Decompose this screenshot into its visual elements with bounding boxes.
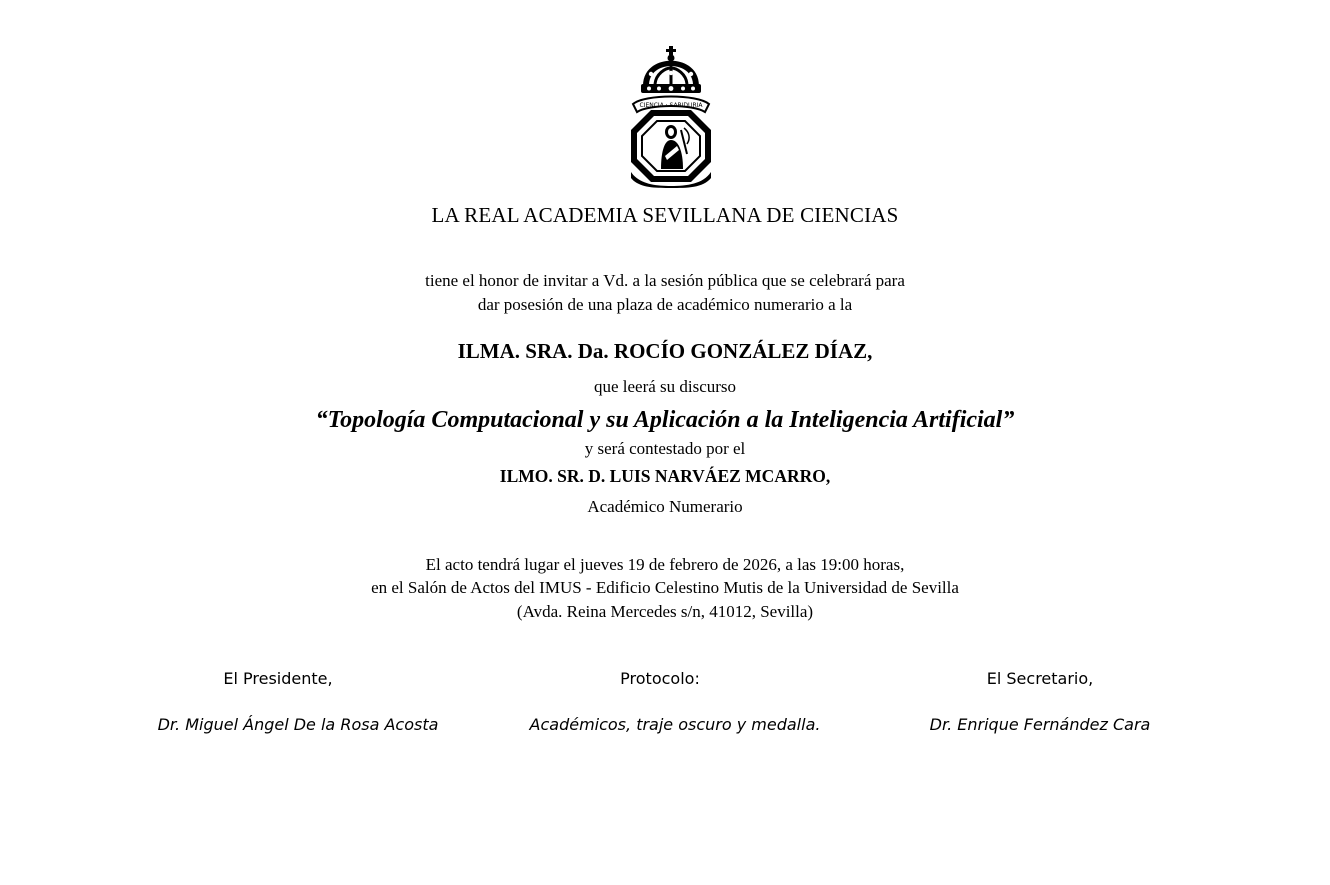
secretary-role: El Secretario,	[986, 669, 1094, 688]
honoree-name: ILMA. SRA. Da. ROCÍO GONZÁLEZ DÍAZ,	[457, 339, 873, 363]
venue-line-2: en el Salón de Actos del IMUS - Edificio Celestino Mutis de la Universidad de Sevilla	[371, 578, 959, 597]
respondent-role: Académico Numerario	[587, 497, 743, 516]
svg-text:CIENCIA · SABIDURIA: CIENCIA · SABIDURIA	[639, 102, 703, 109]
intro-line-2: dar posesión de una plaza de académico numerario a la	[477, 295, 853, 314]
president-role: El Presidente,	[223, 669, 333, 688]
response-intro: y será contestado por el	[584, 439, 746, 458]
secretary-name: Dr. Enrique Fernández Cara	[929, 715, 1151, 734]
respondent-name: ILMO. SR. D. LUIS NARVÁEZ MCARRO,	[499, 466, 831, 486]
speech-intro: que leerá su discurso	[593, 377, 737, 396]
protocol-text: Académicos, traje oscuro y medalla.	[529, 715, 821, 734]
institution-name: LA REAL ACADEMIA SEVILLANA DE CIENCIAS	[431, 203, 899, 227]
intro-line-1: tiene el honor de invitar a Vd. a la sesión pública que se celebrará para	[425, 271, 905, 290]
venue-line-3: (Avda. Reina Mercedes s/n, 41012, Sevilla)	[516, 602, 814, 621]
president-name: Dr. Miguel Ángel De la Rosa Acosta	[157, 715, 439, 734]
venue-line-1: El acto tendrá lugar el jueves 19 de febrero de 2026, a las 19:00 horas,	[425, 555, 905, 574]
academy-seal-icon	[625, 46, 717, 188]
protocol-label: Protocolo:	[620, 669, 700, 688]
speech-title: “Topología Computacional y su Aplicación a la Inteligencia Artificial”	[315, 407, 1015, 433]
